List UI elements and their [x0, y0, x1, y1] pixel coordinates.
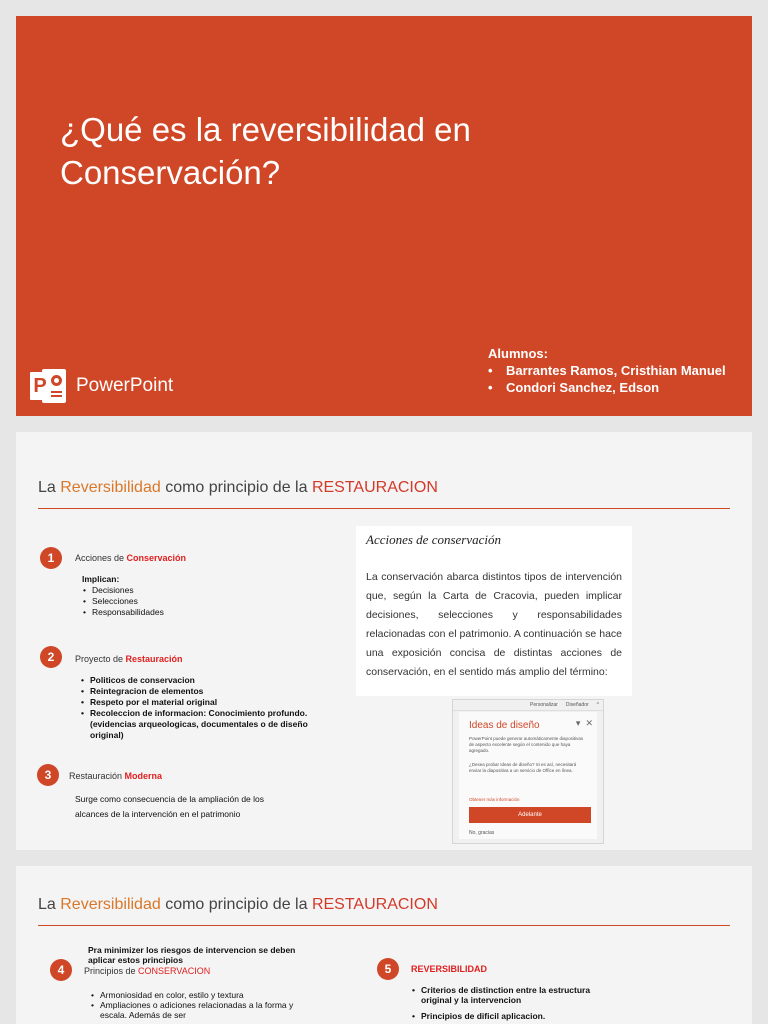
heading-divider — [38, 508, 730, 509]
design-ideas-pane — [452, 699, 604, 844]
slide-heading — [38, 896, 438, 914]
list-item: • Recoleccion de informacion: Conocimiento profundo. (evidencias arqueologicas, documentales o de diseño original) — [80, 708, 310, 741]
authors-label: Alumnos: — [488, 346, 548, 361]
item-label-1 — [75, 553, 186, 563]
tab-personalizar[interactable]: Personalizar — [530, 702, 558, 708]
list-item: • Decisiones — [82, 585, 164, 596]
heading-text: La — [38, 896, 61, 913]
list-item: • Armoniosidad en color, estilo y textura — [90, 990, 300, 1000]
quote-textbox — [356, 526, 632, 696]
pane-controls — [576, 718, 593, 729]
item-label-2 — [75, 654, 183, 664]
list-item: • Reintegracion de elementos — [80, 686, 310, 697]
item-4-list — [90, 990, 300, 1020]
number-badge-5: 5 — [377, 958, 399, 980]
item-2-list — [80, 675, 310, 741]
pane-description: PowerPoint puede generar automáticamente diapositivas de aspecto excelente según el contenido que haya agregado. — [469, 736, 584, 753]
item-label-3 — [69, 771, 162, 781]
list-item: • Responsabilidades — [82, 607, 164, 618]
item-label-4 — [84, 966, 210, 976]
item-label-accent: Conservación — [126, 553, 187, 563]
powerpoint-logo — [30, 365, 173, 407]
number-badge-2: 2 — [40, 646, 62, 668]
content-slide-2[interactable] — [16, 432, 752, 850]
pane-body — [459, 712, 597, 839]
author-item: • Barrantes Ramos, Cristhian Manuel — [488, 362, 726, 379]
adelante-button[interactable]: Adelante — [469, 807, 591, 823]
slide-intro: Pra minimizer los riesgos de intervencion se deben aplicar estos principios — [88, 945, 296, 965]
number-badge-1: 1 — [40, 547, 62, 569]
list-item: • Respeto por el material original — [80, 697, 310, 708]
item-label-accent: CONSERVACION — [138, 966, 211, 976]
item-label-accent: Restauración — [125, 654, 183, 664]
item-label-5 — [411, 964, 487, 974]
item-3-text: Surge como consecuencia de la ampliación de los alcances de la intervención en el patrimonio — [75, 794, 265, 819]
pane-topbar — [453, 700, 603, 711]
number-badge-3: 3 — [37, 764, 59, 786]
item-label-text: Principios de — [84, 966, 139, 976]
heading-divider — [38, 925, 730, 926]
list-item: • Selecciones — [82, 596, 164, 607]
list-item: • Criterios de distinction entre la estructura original y la intervencion — [411, 985, 621, 1005]
list-item: • Principios de dificil aplicacion. — [411, 1011, 621, 1021]
textbox-body: La conservación abarca distintos tipos de intervención que, según la Carta de Cracovia, pueden implicar decisiones, selecciones y responsabilidades relacionadas con el patrimonio. A continuación se hace una exposición concisa de distintas acciones de conservación, en el sentido más amplio del término: — [366, 571, 622, 678]
powerpoint-icon: P — [30, 365, 68, 407]
slide-heading — [38, 479, 438, 497]
content-slide-3[interactable] — [16, 866, 752, 1024]
heading-text: como principio de la — [160, 479, 312, 496]
dropdown-icon[interactable]: ▾ — [575, 718, 581, 728]
item-label-text: Restauración — [69, 771, 125, 781]
item-label-text: Proyecto de — [75, 654, 126, 664]
heading-accent-restauracion: RESTAURACION — [311, 896, 438, 913]
item-label-accent: REVERSIBILIDAD — [411, 964, 488, 974]
chevron-up-icon[interactable]: ^ — [596, 702, 599, 708]
heading-accent-reversibilidad: Reversibilidad — [60, 479, 161, 496]
heading-accent-reversibilidad: Reversibilidad — [60, 896, 161, 913]
heading-text: como principio de la — [160, 896, 312, 913]
item-1-sub: Implican: — [82, 574, 120, 584]
list-item: • Ampliaciones o adiciones relacionadas a la forma y escala. Además de ser — [90, 1000, 300, 1020]
list-item: • Politicos de conservacion — [80, 675, 310, 686]
app-name: PowerPoint — [76, 375, 174, 396]
item-label-text: Acciones de — [75, 553, 127, 563]
slide-title: ¿Qué es la reversibilidad en Conservación? — [60, 111, 471, 191]
number-badge-4: 4 — [50, 959, 72, 981]
authors-block — [488, 345, 726, 396]
learn-more-link[interactable]: Obtener más información — [469, 797, 520, 802]
item-1-details — [82, 574, 164, 618]
pane-question: ¿Desea probar Ideas de diseño? Si es así, necesitará enviar la diapositiva a un servicio de Office en línea. — [469, 762, 577, 773]
heading-accent-restauracion: RESTAURACION — [311, 479, 438, 496]
item-5-list — [411, 985, 621, 1021]
author-item: • Condori Sanchez, Edson — [488, 379, 726, 396]
close-icon[interactable]: ✕ — [585, 718, 593, 728]
no-thanks-link[interactable]: No, gracias — [469, 830, 495, 836]
item-label-accent: Moderna — [124, 771, 163, 781]
tab-disenador[interactable]: Diseñador — [565, 702, 589, 708]
pane-title: Ideas de diseño — [469, 720, 540, 731]
title-slide[interactable] — [16, 16, 752, 416]
textbox-title: Acciones de conservación — [366, 532, 502, 547]
heading-text: La — [38, 479, 61, 496]
